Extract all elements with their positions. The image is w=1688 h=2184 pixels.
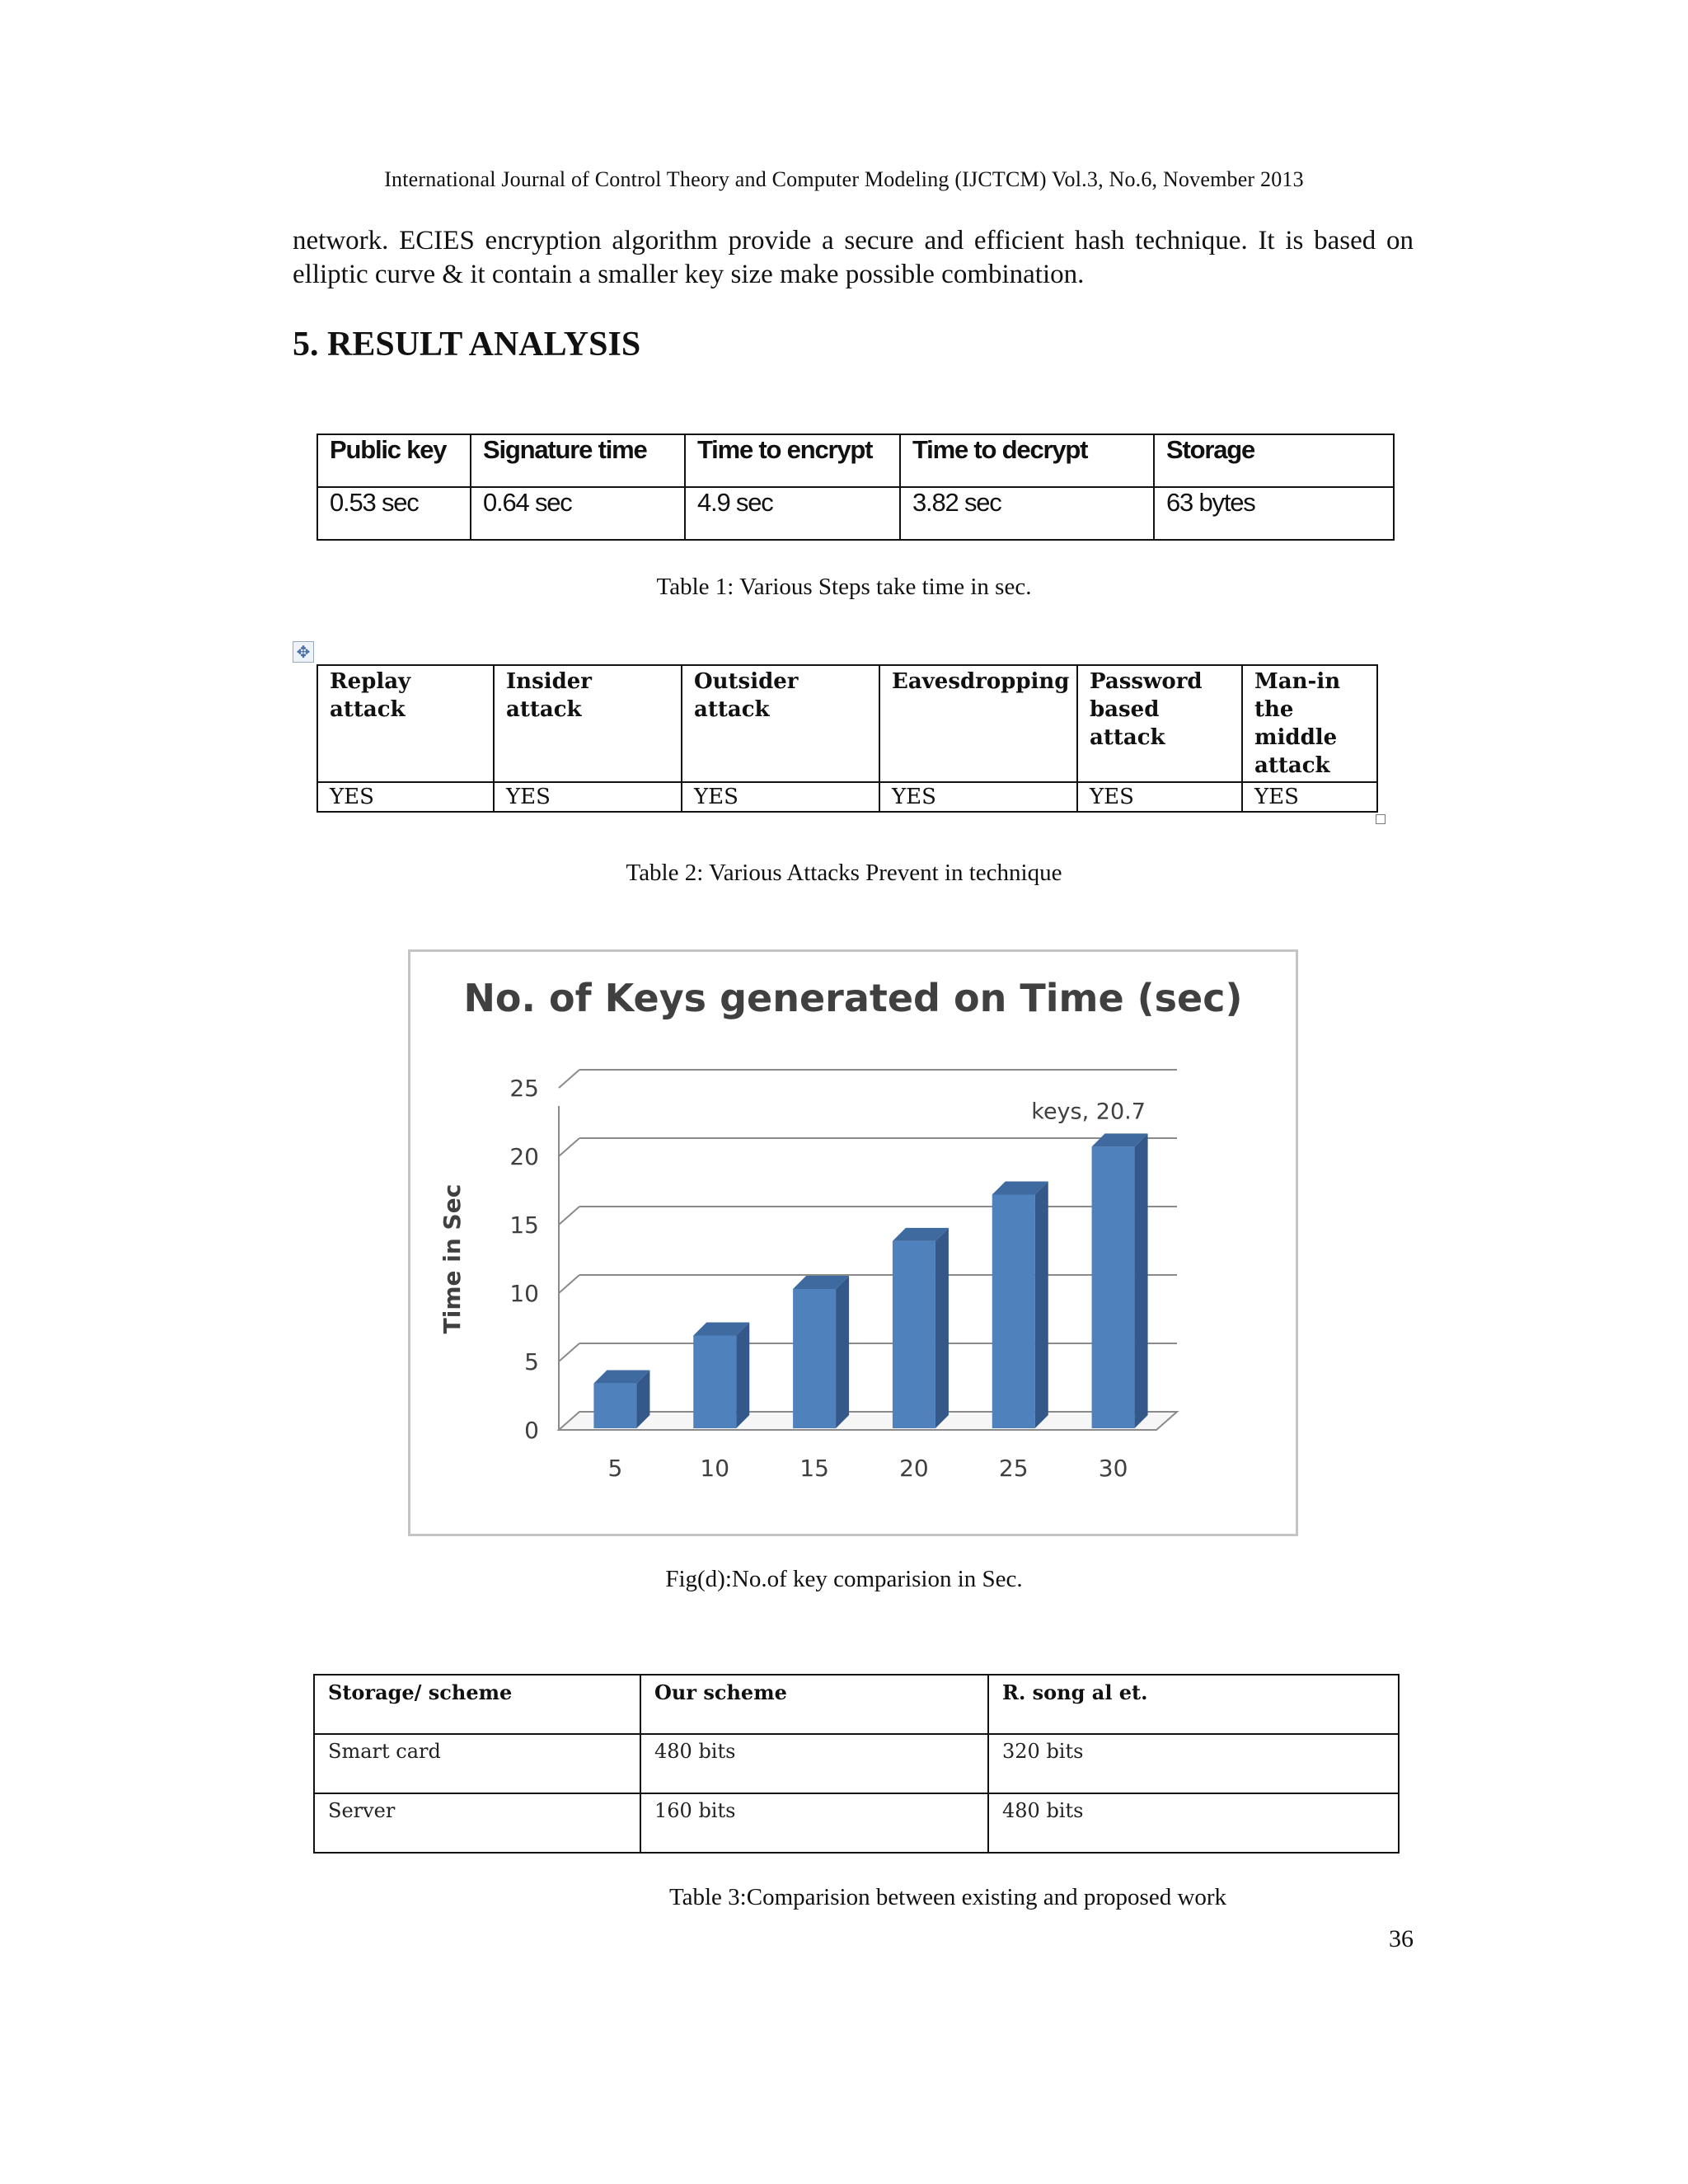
bar <box>793 1289 836 1428</box>
bar <box>992 1194 1035 1428</box>
table-resize-handle[interactable] <box>1376 814 1386 824</box>
table-3 <box>313 1674 1400 1854</box>
intro-paragraph: network. ECIES encryption algorithm provide a secure and efficient hash technique. It is based on elliptic curve & it contain a smaller key size make possible combination. <box>293 226 1414 289</box>
bar-side <box>935 1228 949 1428</box>
table-3-header-cell: R. song al et. <box>988 1675 1399 1734</box>
y-tick-label: 25 <box>509 1075 539 1102</box>
table-2-row <box>317 782 1377 812</box>
bar <box>1092 1146 1135 1428</box>
table-2-header-cell: Replay attack <box>317 665 494 782</box>
table-3-cell: 160 bits <box>640 1793 988 1853</box>
table-1-header-row <box>317 434 1394 487</box>
table-1-header-cell: Signature time <box>471 434 685 487</box>
table-2-header-cell: Eavesdropping <box>879 665 1077 782</box>
bar-side <box>836 1276 849 1428</box>
table-1-header-cell: Public key <box>317 434 471 487</box>
table-1-header-cell: Time to decrypt <box>900 434 1154 487</box>
table-1 <box>316 434 1395 541</box>
table-2-header-cell: Insider attack <box>494 665 682 782</box>
table-1-cell: 0.53 sec <box>317 487 471 540</box>
table-2-header-cell: Man-in the middle attack <box>1242 665 1377 782</box>
bar-side <box>1035 1181 1048 1428</box>
table-2-caption: Table 2: Various Attacks Prevent in technique <box>626 860 1062 886</box>
bar-side <box>736 1322 749 1428</box>
table-1-caption: Table 1: Various Steps take time in sec. <box>656 574 1032 600</box>
table-1-cell: 0.64 sec <box>471 487 685 540</box>
bar <box>893 1241 935 1428</box>
table-1-row <box>317 487 1394 540</box>
table-2-header-cell: Outsider attack <box>682 665 879 782</box>
y-tick-label: 0 <box>524 1417 539 1444</box>
table-1-cell: 4.9 sec <box>685 487 900 540</box>
table-2-cell: YES <box>682 782 879 812</box>
table-1-header-cell: Storage <box>1154 434 1394 487</box>
table-1-header-cell: Time to encrypt <box>685 434 900 487</box>
chart-canvas <box>410 952 1296 1534</box>
bar-chart <box>408 949 1298 1536</box>
table-3-caption: Table 3:Comparision between existing and proposed work <box>668 1884 1227 1910</box>
x-tick-label: 25 <box>998 1455 1029 1482</box>
section-heading: 5. RESULT ANALYSIS <box>293 326 641 363</box>
page-number: 36 <box>1389 1925 1414 1952</box>
chart-floor <box>559 1412 1177 1430</box>
figure-caption: Fig(d):No.of key comparision in Sec. <box>665 1566 1023 1592</box>
table-2-cell: YES <box>879 782 1077 812</box>
table-1-cell: 63 bytes <box>1154 487 1394 540</box>
table-3-cell: 320 bits <box>988 1734 1399 1793</box>
table-2-cell: YES <box>1077 782 1242 812</box>
y-tick-label: 10 <box>509 1280 539 1307</box>
table-3-cell: 480 bits <box>988 1793 1399 1853</box>
data-label: keys, 20.7 <box>1031 1099 1146 1125</box>
x-tick-label: 15 <box>799 1455 829 1482</box>
table-3-cell: Smart card <box>314 1734 640 1793</box>
table-3-header-row <box>314 1675 1399 1734</box>
y-tick-label: 5 <box>524 1348 539 1376</box>
running-head: International Journal of Control Theory and Computer Modeling (IJCTCM) Vol.3, No.6, November 2013 <box>384 167 1304 191</box>
table-3-cell: 480 bits <box>640 1734 988 1793</box>
table-3-cell: Server <box>314 1793 640 1853</box>
gridline-diagonal <box>559 1343 579 1361</box>
move-arrows-icon[interactable]: ✥ <box>293 641 314 663</box>
bar-side <box>1135 1133 1148 1428</box>
table-2-cell: YES <box>1242 782 1377 812</box>
y-tick-label: 20 <box>509 1143 539 1170</box>
table-3-header-cell: Our scheme <box>640 1675 988 1734</box>
bar <box>593 1384 636 1428</box>
table-2 <box>316 664 1378 813</box>
table-2-header-cell: Password based attack <box>1077 665 1242 782</box>
y-axis-label: Time in Sec <box>438 1183 466 1334</box>
x-tick-label: 20 <box>899 1455 929 1482</box>
table-2-header-row <box>317 665 1377 782</box>
gridline-diagonal <box>559 1070 579 1088</box>
gridline-diagonal <box>559 1138 579 1156</box>
y-tick-label: 15 <box>509 1212 539 1239</box>
table-3-row <box>314 1734 1399 1793</box>
x-tick-label: 5 <box>607 1455 623 1482</box>
table-2-cell: YES <box>494 782 682 812</box>
gridline-diagonal <box>559 1207 579 1225</box>
x-tick-label: 30 <box>1098 1455 1128 1482</box>
chart-title: No. of Keys generated on Time (sec) <box>463 976 1243 1020</box>
table-3-header-cell: Storage/ scheme <box>314 1675 640 1734</box>
bar <box>693 1335 736 1428</box>
table-2-cell: YES <box>317 782 494 812</box>
gridline-diagonal <box>559 1275 579 1293</box>
table-1-cell: 3.82 sec <box>900 487 1154 540</box>
table-3-row <box>314 1793 1399 1853</box>
x-tick-label: 10 <box>700 1455 730 1482</box>
